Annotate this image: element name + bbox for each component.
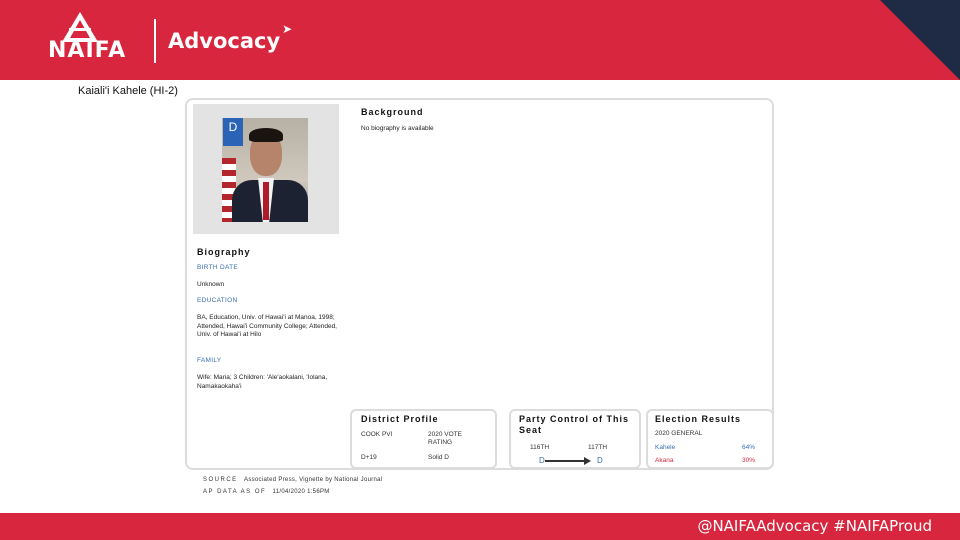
election-subtitle: 2020 GENERAL — [655, 430, 703, 437]
ap-data-label: AP DATA AS OF — [203, 489, 267, 495]
naifa-wordmark: NAIFA — [48, 38, 127, 63]
district-profile-heading: District Profile — [361, 414, 439, 424]
candidate-pct: 30% — [742, 457, 756, 464]
page-title: Kaiali'i Kahele (HI-2) — [78, 85, 178, 97]
candidate-pct: 64% — [742, 444, 756, 451]
family-value: Wife: Maria; 3 Children: 'Ale'aokalani, 'Iolana, Namakaokaha'i — [197, 374, 328, 390]
cook-pvi-label: COOK PVI — [361, 431, 393, 438]
advocacy-arrows-icon: ➤ — [282, 22, 293, 36]
arrow-head — [584, 457, 591, 465]
ap-data-text: 11/04/2020 1:56PM — [272, 489, 330, 495]
cook-pvi-value: D+19 — [361, 454, 377, 461]
party-control-heading: Party Control of This Seat — [519, 414, 630, 435]
vote-rating-value: Solid D — [428, 454, 449, 461]
photo-tie — [263, 182, 269, 220]
footer-hashtags: @NAIFAAdvocacy #NAIFAProud — [697, 517, 932, 535]
vote-rating-label: 2020 VOTE RATING — [428, 431, 462, 446]
education-value: BA, Education, Univ. of Hawai'i at Manoa, 1998; Attended, Hawai'i Community College; Attended, Univ. of Hawai'i at Hilo — [197, 314, 337, 338]
source-label: SOURCE — [203, 477, 238, 483]
education-label: EDUCATION — [197, 297, 238, 304]
congress-117-label: 117TH — [588, 444, 608, 451]
source-note — [203, 477, 382, 483]
election-results-heading: Election Results — [655, 414, 742, 424]
candidate-name: Akana — [655, 457, 674, 464]
photo-hair — [249, 128, 283, 142]
advocacy-wordmark: Advocacy — [168, 29, 281, 53]
ap-data-note — [203, 489, 330, 495]
birth-date-value: Unknown — [197, 281, 225, 288]
naifa-logo — [40, 12, 130, 70]
congress-116-party: D — [539, 456, 545, 465]
source-text: Associated Press, Vignette by National Journal — [244, 477, 383, 483]
logo[interactable] — [40, 12, 292, 70]
family-label: FAMILY — [197, 357, 222, 364]
birth-date-label: BIRTH DATE — [197, 264, 239, 271]
arrow-right-icon — [545, 460, 587, 462]
background-text: No biography is available — [361, 125, 434, 132]
biography-heading: Biography — [197, 247, 251, 257]
background-heading: Background — [361, 107, 424, 117]
candidate-name: Kahele — [655, 444, 676, 451]
congress-116-label: 116TH — [530, 444, 550, 451]
party-badge: D — [223, 118, 243, 146]
logo-divider — [154, 19, 156, 63]
congress-117-party: D — [597, 456, 603, 465]
